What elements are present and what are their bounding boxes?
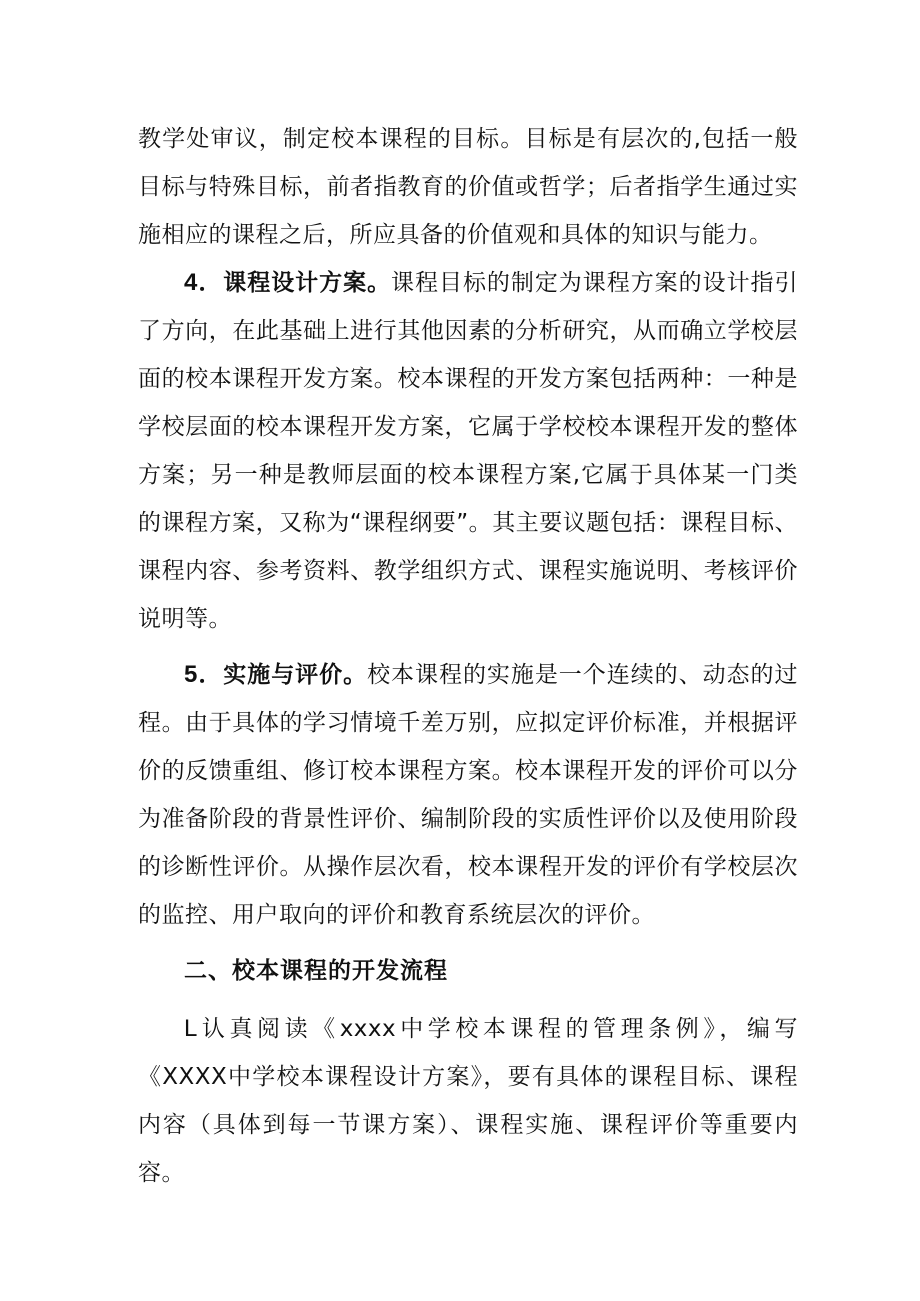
item-5-title: 实施与评价。 xyxy=(223,662,368,688)
item-5-body: 校本课程的实施是一个连续的、动态的过程。由于具体的学习情境千差万别，应拟定评价标准，并根据评价的反馈重组、修订校本课程方案。校本课程开发的评价可以分为准备阶段的背景性评价、编制阶段的实质性评价以及使用阶段的诊断性评价。从操作层次看，校本课程开发的评价有学校层次的监控、用户取向的评价和教育系统层次的评价。 xyxy=(138,662,798,928)
item-4-title: 课程设计方案。 xyxy=(223,270,392,296)
step-1 xyxy=(138,1005,798,1197)
item-4-body: 课程目标的制定为课程方案的设计指引了方向，在此基础上进行其他因素的分析研究，从而确立学校层面的校本课程开发方案。校本课程的开发方案包括两种：一种是学校层面的校本课程开发方案，它属于学校校本课程开发的整体方案；另一种是教师层面的校本课程方案,它属于具体某一门类的课程方案，又称为“课程纲要”。其主要议题包括：课程目标、课程内容、参考资料、教学组织方式、课程实施说明、考核评价说明等。 xyxy=(138,270,798,632)
item-4-number: 4． xyxy=(184,269,224,296)
item-course-design xyxy=(138,259,798,643)
item-5-number: 5． xyxy=(184,661,224,688)
step-1-body: 认真阅读《xxxx中学校本课程的管理条例》，编写《XXXX中学校本课程设计方案》，要有具体的课程目标、课程内容（具体到每一节课方案）、课程实施、课程评价等重要内容。 xyxy=(138,1016,798,1186)
paragraph-goals xyxy=(138,115,798,259)
step-1-number: L xyxy=(184,1015,198,1042)
section-heading: 二、校本课程的开发流程 xyxy=(184,958,448,984)
paragraph-goals-text: 教学处审议，制定校本课程的目标。目标是有层次的,包括一般目标与特殊目标，前者指教育的价值或哲学；后者指学生通过实施相应的课程之后，所应具备的价值观和具体的知识与能力。 xyxy=(138,126,798,248)
item-implementation-evaluation xyxy=(138,651,798,939)
